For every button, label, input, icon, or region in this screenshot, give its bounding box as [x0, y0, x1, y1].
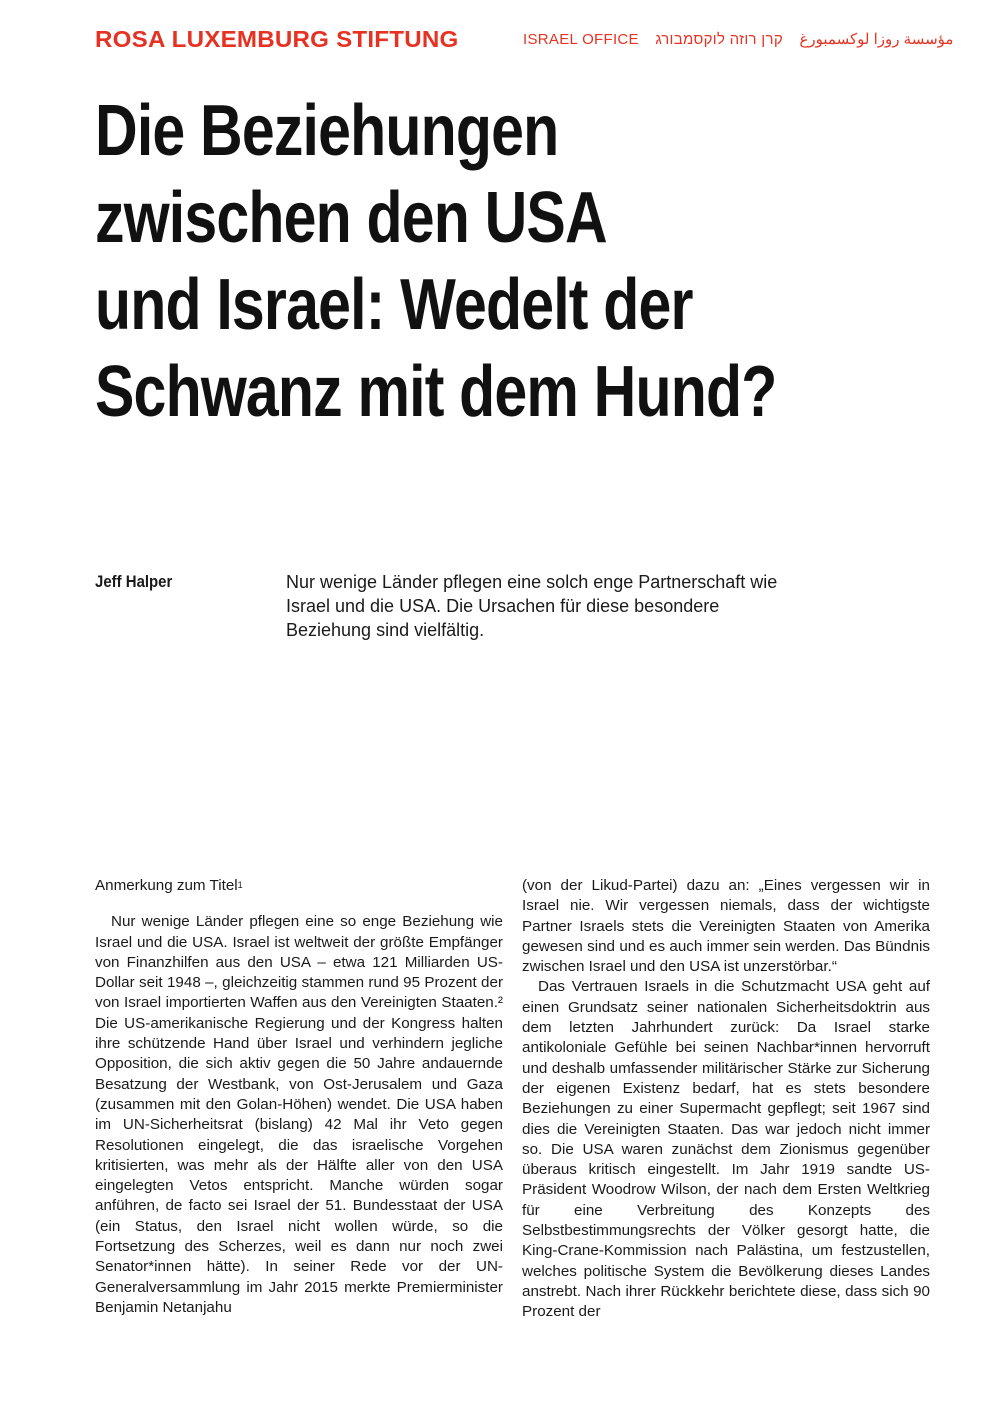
- title-line: Die Beziehungen: [95, 91, 559, 171]
- title-line: und Israel: Wedelt der: [95, 265, 693, 345]
- body-column-right: [522, 876, 930, 1323]
- title-note: [95, 876, 503, 896]
- article-title: [95, 88, 956, 436]
- body-paragraph: (von der Likud-Partei) dazu an: „Eines vergessen wir in Israel nie. Wir vergessen niemals, dass der wichtigste Partner Israels stets die Vereinigten Staaten von Amerika gewesen sind und es auch immer sein werden. Das Bündnis zwischen Israel und den USA ist unzerstörbar.“: [522, 877, 930, 976]
- body-column-left: [95, 876, 503, 1318]
- office-label-he: קרן רוזה לוקסמבורג: [655, 31, 783, 48]
- brand-logo-text: ROSA LUXEMBURG STIFTUNG: [95, 26, 459, 52]
- article-lead: Nur wenige Länder pflegen eine solch enge Partnerschaft wie Israel und die USA. Die Ursachen für diese besondere Beziehung sind vielfältig.: [286, 572, 778, 640]
- author-name: Jeff Halper: [95, 572, 173, 591]
- office-label: [523, 30, 965, 50]
- body-paragraph: Das Vertrauen Israels in die Schutzmacht USA geht auf einen Grundsatz seiner nationalen Sicherheitsdoktrin aus dem letzten Jahrhundert zurück: Da Israel starke antikoloniale Gefühle bei seinen Nachbar*innen hervorruft und deshalb umfassender militärischer Stärke zur Sicherung der eigenen Existenz bedarf, hat es stets besondere Beziehungen zu einer Supermacht gepflegt; seit 1967 sind dies die Vereinigten Staaten. Das war jedoch nicht immer so. Die USA waren zunächst dem Zionismus gegenüber überaus kritisch eingestellt. Im Jahr 1919 sandte US-Präsident Woodrow Wilson, der nach dem Ersten Weltkrieg für eine Verbreitung des Konzepts des Selbstbestimmungsrechts der Völker gesorgt hatte, die King-Crane-Kommission nach Palästina, um festzustellen, welches politische System die Bevölkerung dieses Landes anstrebt. Nach ihrer Rückkehr berichtete diese, dass sich 90 Prozent der: [522, 978, 930, 1321]
- page-header: [95, 26, 954, 54]
- title-line: Schwanz mit dem Hund?: [95, 352, 777, 432]
- office-label-en: ISRAEL OFFICE: [523, 31, 639, 48]
- footnote-ref[interactable]: 1: [237, 880, 243, 890]
- body-paragraph: Nur wenige Länder pflegen eine so enge Beziehung wie Israel und die USA. Israel ist weltweit der größte Empfänger von Finanzhilfen aus den USA – etwa 121 Milliarden US-Dollar seit 1948 –, gleichzeitig stammen rund 95 Prozent der von Israel importierten Waffen aus den Vereinigten Staaten.² Die US-amerikanische Regierung und der Kongress halten ihre schützende Hand über Israel und verhindern jegliche Opposition, die sich aktiv gegen die 50 Jahre andauernde Besatzung der Westbank, von Ost-Jerusalem und Gaza (zusammen mit den Golan-Höhen) wendet. Die USA haben im UN-Sicherheitsrat (bislang) 42 Mal ihr Veto gegen Resolutionen eingelegt, die das israelische Vorgehen kritisierten, was mehr als der Hälfte aller von den USA eingelegten Vetos entspricht. Manche würden sogar anführen, de facto sei Israel der 51. Bundesstaat der USA (ein Status, den Israel nicht wollen würde, so die Fortsetzung des Scherzes, weil es dann nur noch zwei Senator*innen hätte). In seiner Rede vor der UN-Generalversammlung im Jahr 2015 merkte Premierminister Benjamin Netanjahu: [95, 913, 503, 1316]
- title-line: zwischen den USA: [95, 178, 607, 258]
- office-label-ar: مؤسسة روزا لوكسمبورغ: [799, 31, 954, 48]
- title-note-text: Anmerkung zum Titel: [95, 877, 238, 894]
